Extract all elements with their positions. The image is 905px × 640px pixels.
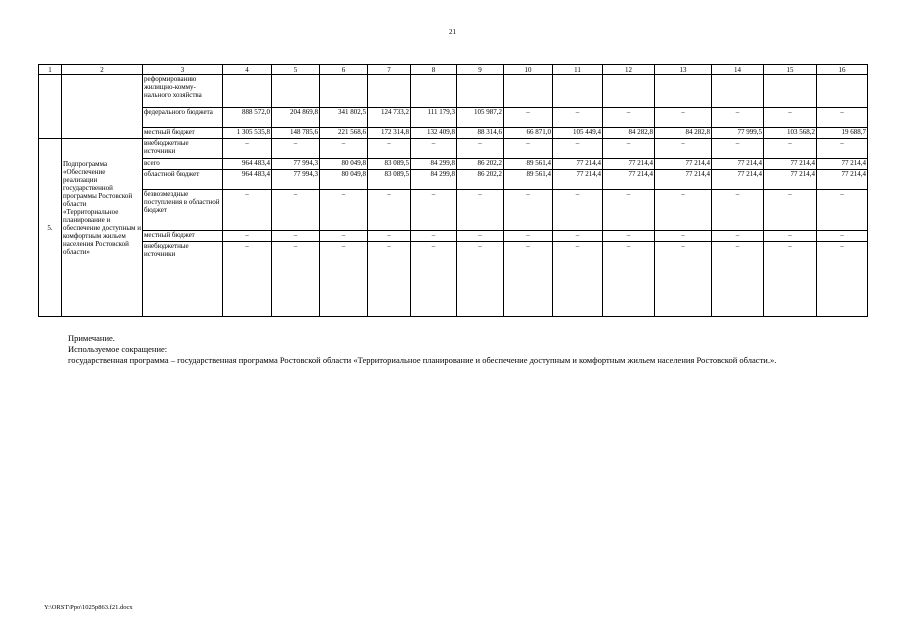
row-number: 5.	[39, 139, 62, 317]
table-row	[39, 108, 868, 128]
source-label: областной бюджет	[143, 170, 223, 190]
value-cell: –	[504, 242, 553, 317]
source-label: федерального бюджета	[143, 108, 223, 128]
abbr-title: Используемое сокращение:	[68, 344, 168, 354]
value-cell: –	[655, 242, 712, 317]
value-cell: 888 572,0	[223, 108, 272, 128]
value-cell: –	[603, 242, 655, 317]
value-cell: 83 089,5	[368, 159, 411, 170]
value-cell: –	[411, 190, 457, 231]
value-cell: –	[655, 231, 712, 242]
value-cell: 172 314,8	[368, 128, 411, 139]
header-cell: 9	[457, 65, 504, 75]
value-cell: 77 214,4	[655, 159, 712, 170]
header-cell: 2	[62, 65, 143, 75]
value-cell: 84 282,8	[603, 128, 655, 139]
header-cell: 6	[320, 65, 368, 75]
value-cell: –	[655, 190, 712, 231]
source-label: реформированию жилищно-комму-нального хозяйства	[143, 75, 223, 108]
value-cell: –	[272, 231, 320, 242]
value-cell: 66 871,0	[504, 128, 553, 139]
value-cell: 77 214,4	[817, 159, 868, 170]
header-cell: 7	[368, 65, 411, 75]
abbr-text: государственная программа – государственная программа Ростовской области «Территориальное планирование и обеспечение доступным и комфортным жильем населения Ростовской области.».	[68, 355, 777, 365]
source-label: внебюджетные источники	[143, 242, 223, 317]
source-label: местный бюджет	[143, 128, 223, 139]
value-cell: –	[320, 231, 368, 242]
header-cell: 5	[272, 65, 320, 75]
value-cell: 204 869,8	[272, 108, 320, 128]
table-row	[39, 128, 868, 139]
source-label: безвозмездные поступления в областной бюджет	[143, 190, 223, 231]
value-cell: 77 214,4	[712, 159, 764, 170]
table-row	[39, 139, 868, 159]
value-cell: –	[817, 190, 868, 231]
value-cell: –	[603, 231, 655, 242]
table-row	[39, 231, 868, 242]
header-cell: 3	[143, 65, 223, 75]
table-row	[39, 159, 868, 170]
value-cell: 77 999,5	[712, 128, 764, 139]
value-cell: 77 214,4	[553, 170, 603, 190]
value-cell: –	[712, 190, 764, 231]
value-cell: 77 994,3	[272, 159, 320, 170]
value-cell: 77 994,3	[272, 170, 320, 190]
header-cell: 13	[655, 65, 712, 75]
value-cell: 80 049,8	[320, 159, 368, 170]
value-cell: 77 214,4	[712, 170, 764, 190]
value-cell: –	[457, 190, 504, 231]
value-cell: –	[223, 190, 272, 231]
value-cell: 77 214,4	[603, 170, 655, 190]
value-cell: –	[764, 139, 817, 159]
value-cell: –	[368, 242, 411, 317]
value-cell: –	[504, 190, 553, 231]
value-cell: –	[817, 108, 868, 128]
value-cell: –	[223, 231, 272, 242]
file-path-footer: Y:\ORST\Ppo\1025p863.f21.docx	[44, 604, 133, 611]
value-cell: 77 214,4	[603, 159, 655, 170]
value-cell: 77 214,4	[764, 170, 817, 190]
value-cell: –	[223, 139, 272, 159]
value-cell: –	[320, 242, 368, 317]
value-cell: –	[655, 108, 712, 128]
value-cell: –	[655, 139, 712, 159]
header-cell: 12	[603, 65, 655, 75]
value-cell: 86 202,2	[457, 159, 504, 170]
value-cell: –	[712, 242, 764, 317]
value-cell: –	[553, 231, 603, 242]
value-cell: –	[368, 231, 411, 242]
value-cell: 132 409,8	[411, 128, 457, 139]
header-cell: 14	[712, 65, 764, 75]
value-cell: –	[223, 242, 272, 317]
header-cell: 10	[504, 65, 553, 75]
note-block	[38, 333, 867, 366]
table-row	[39, 75, 868, 108]
value-cell: –	[272, 190, 320, 231]
value-cell: –	[457, 139, 504, 159]
header-cell: 15	[764, 65, 817, 75]
table-row	[39, 190, 868, 231]
value-cell: 221 568,6	[320, 128, 368, 139]
value-cell: –	[712, 231, 764, 242]
value-cell: 77 214,4	[655, 170, 712, 190]
value-cell: 105 987,2	[457, 108, 504, 128]
value-cell: –	[272, 139, 320, 159]
value-cell: 84 282,8	[655, 128, 712, 139]
value-cell: 77 214,4	[817, 170, 868, 190]
value-cell: 77 214,4	[553, 159, 603, 170]
header-cell: 11	[553, 65, 603, 75]
value-cell: –	[320, 139, 368, 159]
value-cell: –	[817, 139, 868, 159]
value-cell: 964 483,4	[223, 170, 272, 190]
header-row	[39, 65, 868, 75]
value-cell: –	[712, 139, 764, 159]
value-cell: 148 785,6	[272, 128, 320, 139]
table-row	[39, 242, 868, 317]
value-cell: –	[553, 108, 603, 128]
value-cell: 103 568,2	[764, 128, 817, 139]
value-cell: 83 089,5	[368, 170, 411, 190]
value-cell: 105 449,4	[553, 128, 603, 139]
value-cell: –	[603, 190, 655, 231]
budget-table	[38, 64, 868, 317]
source-label: внебюджетные источники	[143, 139, 223, 159]
value-cell: –	[411, 139, 457, 159]
header-cell: 1	[39, 65, 62, 75]
empty-cell	[62, 75, 143, 139]
source-label: местный бюджет	[143, 231, 223, 242]
empty-cell	[39, 75, 62, 139]
value-cell: –	[553, 190, 603, 231]
note-title: Примечание.	[68, 333, 115, 343]
value-cell: 341 802,5	[320, 108, 368, 128]
header-cell: 4	[223, 65, 272, 75]
value-cell: 964 483,4	[223, 159, 272, 170]
value-cell: –	[817, 242, 868, 317]
value-cell: –	[411, 231, 457, 242]
value-cell: 1 305 535,8	[223, 128, 272, 139]
value-cell: –	[411, 242, 457, 317]
value-cell: 77 214,4	[764, 159, 817, 170]
source-label: всего	[143, 159, 223, 170]
value-cell: –	[457, 242, 504, 317]
value-cell: –	[504, 108, 553, 128]
value-cell: 124 733,2	[368, 108, 411, 128]
value-cell: –	[368, 139, 411, 159]
value-cell: –	[817, 231, 868, 242]
value-cell: –	[504, 231, 553, 242]
value-cell: –	[764, 108, 817, 128]
value-cell: 88 314,6	[457, 128, 504, 139]
value-cell: 19 688,7	[817, 128, 868, 139]
value-cell: 89 561,4	[504, 159, 553, 170]
value-cell: 84 299,8	[411, 159, 457, 170]
table-row	[39, 170, 868, 190]
value-cell: –	[712, 108, 764, 128]
value-cell: –	[553, 242, 603, 317]
value-cell: 86 202,2	[457, 170, 504, 190]
value-cell: 111 179,3	[411, 108, 457, 128]
value-cell: 89 561,4	[504, 170, 553, 190]
value-cell: –	[504, 139, 553, 159]
header-cell: 16	[817, 65, 868, 75]
value-cell: –	[272, 242, 320, 317]
value-cell: –	[764, 231, 817, 242]
value-cell: –	[764, 242, 817, 317]
value-cell: –	[603, 108, 655, 128]
value-cell: 84 299,8	[411, 170, 457, 190]
value-cell: –	[368, 190, 411, 231]
value-cell: –	[320, 190, 368, 231]
header-cell: 8	[411, 65, 457, 75]
value-cell: –	[603, 139, 655, 159]
subprogram-name: Подпрограмма «Обеспечение реализации государственной программы Ростовской области «Территориальное планирование и обеспечение доступным и комфортным жильем населения Ростовской области»	[62, 139, 143, 317]
value-cell: 80 049,8	[320, 170, 368, 190]
value-cell: –	[553, 139, 603, 159]
page-number: 21	[449, 28, 456, 36]
value-cell: –	[764, 190, 817, 231]
value-cell: –	[457, 231, 504, 242]
